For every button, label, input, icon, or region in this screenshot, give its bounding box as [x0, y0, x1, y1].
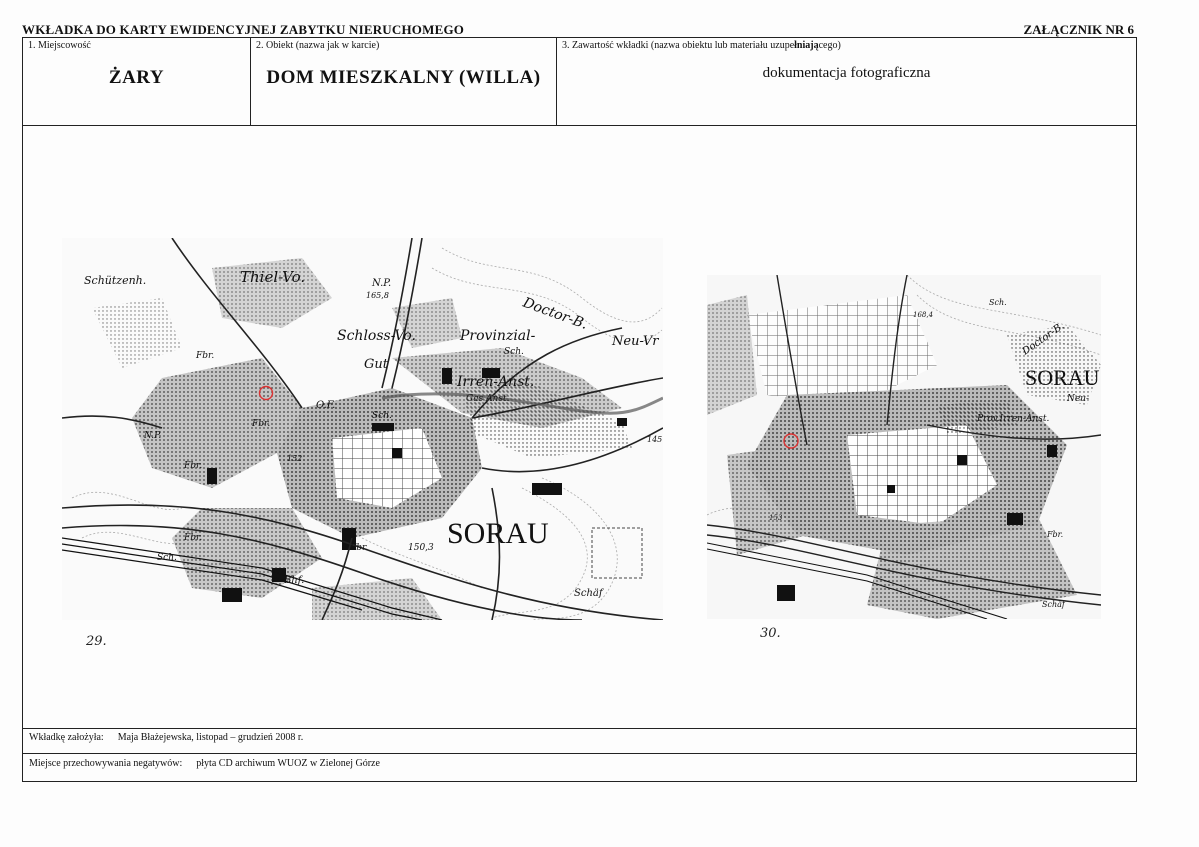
map1-label-h152: 152: [287, 454, 303, 463]
historic-map-2-drawing: [707, 275, 1101, 619]
map1-label-fbr1: Fbr.: [196, 351, 215, 361]
map2-label-fbr: Fbr.: [1047, 530, 1064, 539]
map1-label-h150: 150,3: [408, 543, 434, 553]
map1-label-neu: Neu-Vr: [612, 334, 659, 349]
map1-label-of: O.F.: [316, 400, 336, 411]
field-content-value: dokumentacja fotograficzna: [762, 65, 931, 81]
historic-map-2: [707, 275, 1101, 619]
negatives-label: Miejsce przechowywania negatywów:: [29, 758, 183, 769]
historic-map-1-drawing: [62, 238, 663, 620]
map2-label-irren: Prov.Irren-Anst.: [977, 414, 1050, 424]
map2-label-sorau: SORAU: [1025, 365, 1100, 390]
map1-label-schaf: Schäf: [574, 588, 603, 599]
map2-label-doctor: Doctor-B.: [1020, 320, 1067, 358]
map1-label-sorau: SORAU: [447, 517, 549, 550]
map1-label-gas: Gas Anst.: [466, 394, 510, 404]
map1-label-np1: N.P.: [372, 278, 392, 289]
map1-label-fbr3: Fbr.: [184, 461, 203, 471]
map1-label-sch3: Sch.: [372, 411, 392, 421]
field-content-label-suffix: cego): [818, 40, 841, 51]
map1-label-sch2: Sch.: [157, 553, 177, 563]
map2-label-schaf: Schäf: [1042, 600, 1065, 609]
map1-label-fbr4: Fbr.: [184, 533, 203, 543]
negatives-value: płyta CD archiwum WUOZ w Zielonej Górze: [196, 758, 380, 769]
map1-label-schloss: Schloss-Vo.: [337, 328, 416, 344]
map1-label-gut: Gut: [364, 357, 388, 372]
map2-label-neu: Neu-: [1067, 394, 1090, 404]
field-object: [251, 38, 557, 126]
map1-label-fbr5: Fbr.: [350, 543, 369, 553]
creator-row: [23, 728, 1136, 753]
map1-label-provinzial: Provinzial-: [460, 328, 536, 344]
map1-label-np1-height: 165,8: [366, 291, 389, 300]
map1-label-h145: 145: [647, 435, 663, 444]
map1-label-bhf: Bhf.: [284, 575, 305, 586]
field-locality-label: 1. Miejscowość: [28, 40, 91, 51]
field-content-label: [562, 40, 841, 51]
map1-label-thiel: Thiel-Vo.: [240, 268, 306, 286]
map1-label-doctor: Doctor-B.: [520, 294, 590, 333]
annex-number: ZAŁĄCZNIK NR 6: [1023, 22, 1134, 37]
historic-map-1: [62, 238, 663, 620]
field-locality: [23, 38, 251, 126]
map1-label-sch1: Sch.: [504, 347, 524, 357]
map1-label-fbr2: Fbr.: [252, 419, 271, 429]
map2-label-sch: Sch.: [989, 298, 1007, 307]
map2-label-h153: 153: [769, 514, 783, 522]
document-title: WKŁADKA DO KARTY EWIDENCYJNEJ ZABYTKU NIERUCHOMEGO: [22, 22, 465, 37]
map1-label-np2: N.P.: [144, 431, 162, 441]
field-content-label-prefix: 3. Zawartość wkładki (nazwa obiektu lub materiału uzupe: [562, 40, 795, 51]
map-2-number: 30.: [760, 626, 781, 641]
field-locality-value: ŻARY: [108, 67, 165, 88]
map1-label-irren: Irren-Anst.: [457, 374, 535, 390]
field-content-label-bold: łniają: [794, 40, 819, 51]
map2-label-h168: 168,4: [913, 311, 934, 319]
map-1-number: 29.: [86, 634, 107, 649]
field-object-value: DOM MIESZKALNY (WILLA): [266, 67, 541, 88]
map1-label-schutzenh: Schützenh.: [84, 274, 147, 287]
field-content: [557, 38, 1136, 126]
negatives-row: [23, 753, 1136, 781]
creator-value: Maja Błażejewska, listopad – grudzień 2008 r.: [117, 732, 304, 743]
field-object-label: 2. Obiekt (nazwa jak w karcie): [256, 40, 380, 51]
creator-label: Wkładkę założyła:: [29, 732, 104, 743]
